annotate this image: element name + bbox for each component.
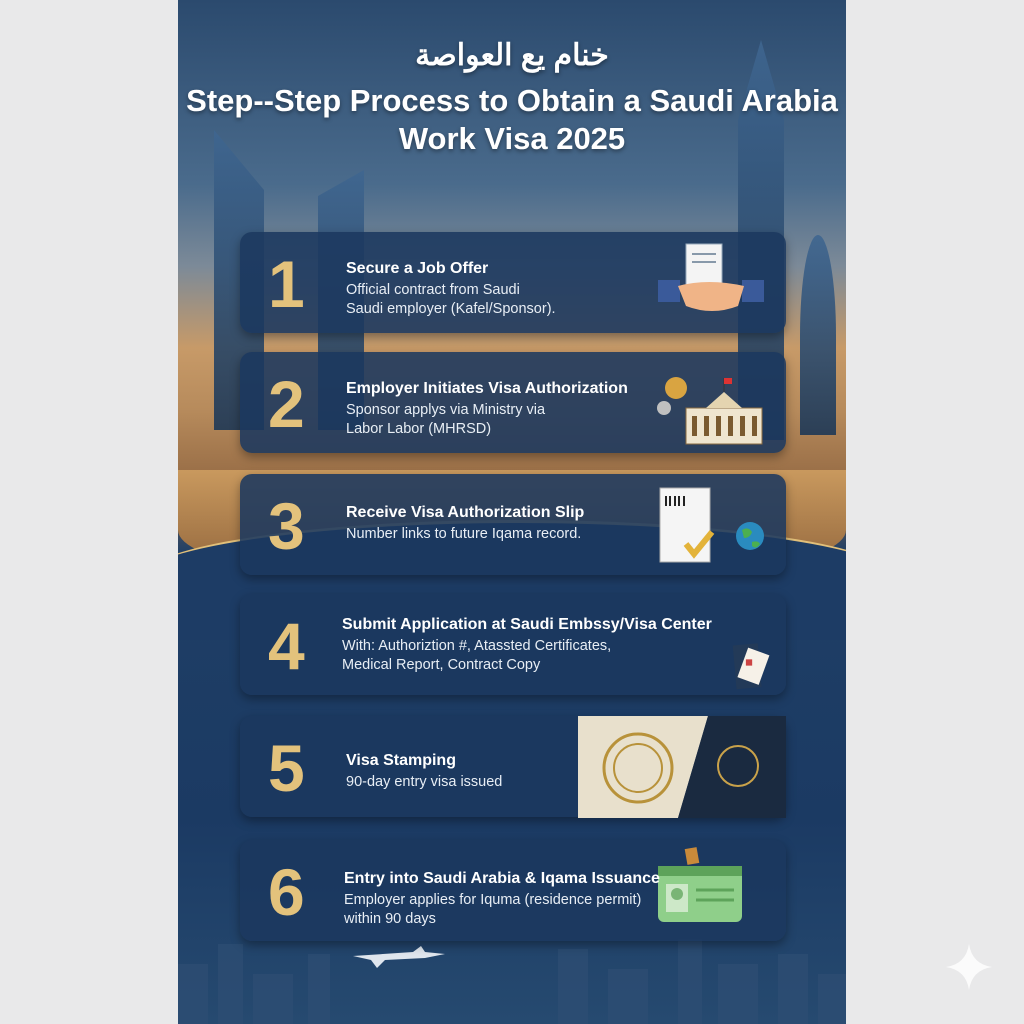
page-title: Step--Step Process to Obtain a Saudi Arabia Work Visa 2025 [186, 83, 838, 156]
step-card-5 [240, 716, 786, 817]
documents-icon [708, 638, 780, 692]
step-desc: within 90 days [344, 911, 436, 927]
step-card-6 [240, 840, 786, 941]
handshake-contract-icon [656, 240, 766, 326]
tower-building [800, 235, 836, 435]
step-desc: Number links to future Iqama record. [346, 526, 582, 542]
step-title: Receive Visa Authorization Slip [346, 504, 585, 521]
step-number: 4 [268, 609, 305, 683]
step-card-2 [240, 352, 786, 453]
step-card-3 [240, 474, 786, 575]
step-card-1 [240, 232, 786, 333]
airplane-icon [353, 946, 445, 968]
step-desc: Medical Report, Contract Copy [342, 657, 541, 673]
step-desc: Labor Labor (MHRSD) [346, 421, 492, 437]
step-number: 6 [268, 855, 305, 929]
step-number: 1 [268, 247, 305, 321]
step-desc: Saudi employer (Kafel/Sponsor). [346, 301, 556, 317]
step-desc: With: Authoriztion #, Atassted Certificates, [342, 638, 612, 654]
city-skyline [178, 934, 846, 1024]
step-card-4 [240, 594, 786, 695]
sparkle-icon [946, 944, 992, 990]
step-title: Employer Initiates Visa Authorization [346, 380, 628, 397]
step-number: 3 [268, 489, 305, 563]
step-desc: 90-day entry visa issued [346, 774, 503, 790]
step-desc: Official contract from Saudi [346, 282, 520, 298]
step-number: 2 [268, 367, 305, 441]
id-card-icon [656, 846, 766, 932]
document-check-globe-icon [656, 482, 766, 568]
step-desc: Employer applies for Iquma (residence permit) [344, 892, 642, 908]
step-title: Visa Stamping [346, 752, 456, 769]
infographic-poster [178, 0, 846, 1024]
step-title: Submit Application at Saudi Embssy/Visa Center [342, 616, 712, 633]
arabic-title: خنام يع العواصة [415, 39, 609, 72]
passport-stamp-icon [578, 716, 786, 818]
step-title: Secure a Job Offer [346, 260, 489, 277]
step-number: 5 [268, 731, 305, 805]
step-title: Entry into Saudi Arabia & Iqama Issuance [344, 870, 660, 887]
step-desc: Sponsor applys via Ministry via [346, 402, 546, 418]
ministry-building-icon [656, 360, 766, 446]
